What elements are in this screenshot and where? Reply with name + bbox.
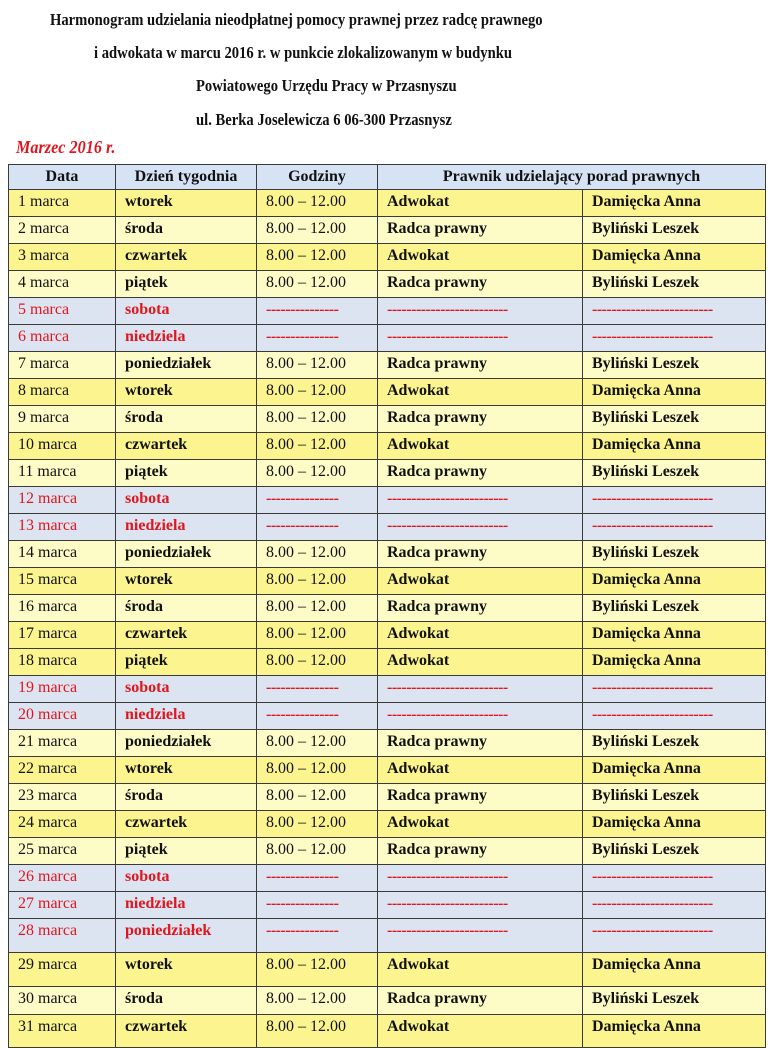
table-header-row — [9, 165, 766, 190]
table-row — [9, 838, 766, 865]
cell-lawyer-type: Radca prawny — [378, 595, 583, 622]
cell-lawyer-type: Adwokat — [378, 244, 583, 271]
cell-hours: 8.00 – 12.00 — [257, 244, 378, 271]
table-row — [9, 784, 766, 811]
table-row — [9, 919, 766, 953]
cell-lawyer-type: ------------------------- — [378, 514, 583, 541]
cell-lawyer-type: Adwokat — [378, 568, 583, 595]
cell-lawyer-name: Damięcka Anna — [583, 568, 766, 595]
cell-lawyer-type: Radca prawny — [378, 987, 583, 1015]
cell-date: 11 marca — [9, 460, 116, 487]
cell-date: 28 marca — [9, 919, 116, 953]
cell-weekday: poniedziałek — [116, 541, 257, 568]
cell-weekday: niedziela — [116, 892, 257, 919]
cell-hours: --------------- — [257, 487, 378, 514]
cell-weekday: czwartek — [116, 1015, 257, 1048]
cell-lawyer-type: ------------------------- — [378, 325, 583, 352]
cell-lawyer-type: Adwokat — [378, 622, 583, 649]
table-row — [9, 271, 766, 298]
table-row — [9, 487, 766, 514]
cell-hours: --------------- — [257, 676, 378, 703]
cell-lawyer-type: Radca prawny — [378, 541, 583, 568]
cell-hours: 8.00 – 12.00 — [257, 541, 378, 568]
table-row — [9, 217, 766, 244]
cell-date: 20 marca — [9, 703, 116, 730]
cell-weekday: piątek — [116, 649, 257, 676]
cell-lawyer-name: ------------------------- — [583, 325, 766, 352]
table-row — [9, 1015, 766, 1048]
month-label: Marzec 2016 r. — [16, 137, 116, 157]
title-line-3: Powiatowego Urzędu Pracy w Przasnyszu — [196, 76, 457, 95]
cell-lawyer-type: Adwokat — [378, 757, 583, 784]
cell-date: 14 marca — [9, 541, 116, 568]
table-row — [9, 892, 766, 919]
cell-hours: 8.00 – 12.00 — [257, 953, 378, 987]
cell-weekday: środa — [116, 784, 257, 811]
cell-hours: 8.00 – 12.00 — [257, 352, 378, 379]
cell-lawyer-name: Byliński Leszek — [583, 352, 766, 379]
table-row — [9, 568, 766, 595]
cell-date: 21 marca — [9, 730, 116, 757]
cell-hours: --------------- — [257, 703, 378, 730]
table-row — [9, 325, 766, 352]
cell-weekday: wtorek — [116, 568, 257, 595]
cell-lawyer-type: Adwokat — [378, 953, 583, 987]
cell-lawyer-name: Byliński Leszek — [583, 217, 766, 244]
cell-lawyer-name: Damięcka Anna — [583, 811, 766, 838]
cell-lawyer-type: Radca prawny — [378, 730, 583, 757]
cell-lawyer-type: ------------------------- — [378, 487, 583, 514]
cell-lawyer-name: Byliński Leszek — [583, 987, 766, 1015]
cell-lawyer-name: ------------------------- — [583, 865, 766, 892]
cell-weekday: niedziela — [116, 325, 257, 352]
cell-weekday: wtorek — [116, 953, 257, 987]
cell-weekday: czwartek — [116, 811, 257, 838]
cell-date: 15 marca — [9, 568, 116, 595]
cell-hours: --------------- — [257, 865, 378, 892]
cell-hours: --------------- — [257, 514, 378, 541]
cell-date: 9 marca — [9, 406, 116, 433]
cell-weekday: wtorek — [116, 379, 257, 406]
table-row — [9, 595, 766, 622]
cell-date: 6 marca — [9, 325, 116, 352]
cell-weekday: wtorek — [116, 757, 257, 784]
cell-weekday: środa — [116, 217, 257, 244]
table-row — [9, 190, 766, 217]
cell-lawyer-type: Adwokat — [378, 649, 583, 676]
cell-lawyer-name: Damięcka Anna — [583, 757, 766, 784]
cell-hours: 8.00 – 12.00 — [257, 190, 378, 217]
header-hours: Godziny — [257, 165, 378, 190]
cell-weekday: piątek — [116, 838, 257, 865]
cell-date: 17 marca — [9, 622, 116, 649]
schedule-table — [8, 164, 766, 1048]
cell-hours: --------------- — [257, 298, 378, 325]
table-row — [9, 514, 766, 541]
cell-date: 30 marca — [9, 987, 116, 1015]
cell-lawyer-type: Radca prawny — [378, 217, 583, 244]
cell-hours: 8.00 – 12.00 — [257, 379, 378, 406]
table-row — [9, 730, 766, 757]
cell-lawyer-type: ------------------------- — [378, 892, 583, 919]
cell-hours: 8.00 – 12.00 — [257, 838, 378, 865]
table-row — [9, 541, 766, 568]
cell-hours: 8.00 – 12.00 — [257, 757, 378, 784]
cell-lawyer-type: ------------------------- — [378, 676, 583, 703]
cell-weekday: piątek — [116, 271, 257, 298]
cell-date: 5 marca — [9, 298, 116, 325]
title-line-address: ul. Berka Joselewicza 6 06-300 Przasnysz — [196, 110, 452, 129]
cell-hours: 8.00 – 12.00 — [257, 433, 378, 460]
table-row — [9, 244, 766, 271]
cell-lawyer-type: Radca prawny — [378, 838, 583, 865]
cell-lawyer-name: Byliński Leszek — [583, 595, 766, 622]
cell-date: 3 marca — [9, 244, 116, 271]
table-row — [9, 953, 766, 987]
cell-weekday: niedziela — [116, 514, 257, 541]
cell-lawyer-name: Byliński Leszek — [583, 541, 766, 568]
table-row — [9, 298, 766, 325]
cell-lawyer-name: Damięcka Anna — [583, 622, 766, 649]
header-date: Data — [9, 165, 116, 190]
cell-date: 7 marca — [9, 352, 116, 379]
cell-lawyer-name: ------------------------- — [583, 703, 766, 730]
cell-weekday: niedziela — [116, 703, 257, 730]
cell-weekday: czwartek — [116, 622, 257, 649]
table-row — [9, 352, 766, 379]
cell-date: 27 marca — [9, 892, 116, 919]
table-row — [9, 379, 766, 406]
cell-lawyer-type: Adwokat — [378, 379, 583, 406]
cell-date: 29 marca — [9, 953, 116, 987]
cell-hours: 8.00 – 12.00 — [257, 217, 378, 244]
cell-weekday: poniedziałek — [116, 730, 257, 757]
header-lawyer: Prawnik udzielający porad prawnych — [378, 165, 766, 190]
table-row — [9, 649, 766, 676]
table-row — [9, 757, 766, 784]
cell-date: 16 marca — [9, 595, 116, 622]
cell-lawyer-name: Byliński Leszek — [583, 406, 766, 433]
cell-weekday: piątek — [116, 460, 257, 487]
table-row — [9, 676, 766, 703]
cell-lawyer-type: ------------------------- — [378, 865, 583, 892]
cell-hours: 8.00 – 12.00 — [257, 622, 378, 649]
cell-lawyer-type: Adwokat — [378, 190, 583, 217]
cell-date: 12 marca — [9, 487, 116, 514]
cell-lawyer-name: ------------------------- — [583, 919, 766, 953]
cell-lawyer-name: ------------------------- — [583, 514, 766, 541]
cell-date: 24 marca — [9, 811, 116, 838]
cell-hours: 8.00 – 12.00 — [257, 568, 378, 595]
cell-lawyer-type: Radca prawny — [378, 271, 583, 298]
cell-weekday: sobota — [116, 298, 257, 325]
table-row — [9, 865, 766, 892]
cell-lawyer-type: Radca prawny — [378, 352, 583, 379]
cell-lawyer-name: Damięcka Anna — [583, 1015, 766, 1048]
table-row — [9, 406, 766, 433]
cell-lawyer-name: Byliński Leszek — [583, 784, 766, 811]
cell-hours: --------------- — [257, 892, 378, 919]
table-row — [9, 987, 766, 1015]
cell-lawyer-name: Byliński Leszek — [583, 838, 766, 865]
cell-hours: 8.00 – 12.00 — [257, 271, 378, 298]
cell-date: 26 marca — [9, 865, 116, 892]
cell-date: 10 marca — [9, 433, 116, 460]
cell-hours: 8.00 – 12.00 — [257, 1015, 378, 1048]
cell-weekday: środa — [116, 987, 257, 1015]
cell-weekday: czwartek — [116, 244, 257, 271]
cell-lawyer-name: ------------------------- — [583, 487, 766, 514]
cell-hours: 8.00 – 12.00 — [257, 784, 378, 811]
cell-weekday: poniedziałek — [116, 352, 257, 379]
cell-date: 13 marca — [9, 514, 116, 541]
cell-lawyer-name: Damięcka Anna — [583, 379, 766, 406]
cell-date: 22 marca — [9, 757, 116, 784]
cell-weekday: sobota — [116, 865, 257, 892]
cell-lawyer-type: Adwokat — [378, 811, 583, 838]
cell-hours: 8.00 – 12.00 — [257, 730, 378, 757]
cell-weekday: sobota — [116, 676, 257, 703]
title-line-1: Harmonogram udzielania nieodpłatnej pomocy prawnej przez radcę prawnego — [50, 10, 543, 29]
cell-lawyer-type: Adwokat — [378, 433, 583, 460]
cell-lawyer-type: ------------------------- — [378, 298, 583, 325]
cell-hours: 8.00 – 12.00 — [257, 987, 378, 1015]
cell-lawyer-name: ------------------------- — [583, 676, 766, 703]
cell-lawyer-type: Radca prawny — [378, 406, 583, 433]
cell-weekday: sobota — [116, 487, 257, 514]
table-row — [9, 703, 766, 730]
cell-lawyer-name: Damięcka Anna — [583, 433, 766, 460]
table-row — [9, 460, 766, 487]
cell-lawyer-type: ------------------------- — [378, 703, 583, 730]
cell-date: 2 marca — [9, 217, 116, 244]
cell-lawyer-type: Radca prawny — [378, 784, 583, 811]
cell-lawyer-name: Byliński Leszek — [583, 460, 766, 487]
cell-date: 23 marca — [9, 784, 116, 811]
cell-hours: --------------- — [257, 325, 378, 352]
cell-lawyer-name: Byliński Leszek — [583, 730, 766, 757]
cell-lawyer-name: Damięcka Anna — [583, 649, 766, 676]
cell-hours: 8.00 – 12.00 — [257, 406, 378, 433]
cell-weekday: środa — [116, 406, 257, 433]
cell-date: 19 marca — [9, 676, 116, 703]
cell-lawyer-name: ------------------------- — [583, 892, 766, 919]
cell-date: 18 marca — [9, 649, 116, 676]
cell-date: 25 marca — [9, 838, 116, 865]
cell-hours: 8.00 – 12.00 — [257, 460, 378, 487]
cell-lawyer-name: Byliński Leszek — [583, 271, 766, 298]
cell-lawyer-type: Adwokat — [378, 1015, 583, 1048]
header-weekday: Dzień tygodnia — [116, 165, 257, 190]
cell-lawyer-type: ------------------------- — [378, 919, 583, 953]
cell-weekday: czwartek — [116, 433, 257, 460]
cell-lawyer-type: Radca prawny — [378, 460, 583, 487]
cell-weekday: środa — [116, 595, 257, 622]
cell-date: 4 marca — [9, 271, 116, 298]
cell-date: 31 marca — [9, 1015, 116, 1048]
cell-lawyer-name: ------------------------- — [583, 298, 766, 325]
cell-weekday: poniedziałek — [116, 919, 257, 953]
cell-hours: --------------- — [257, 919, 378, 953]
cell-hours: 8.00 – 12.00 — [257, 649, 378, 676]
table-row — [9, 433, 766, 460]
cell-date: 8 marca — [9, 379, 116, 406]
title-line-2: i adwokata w marcu 2016 r. w punkcie zlokalizowanym w budynku — [94, 43, 512, 62]
cell-weekday: wtorek — [116, 190, 257, 217]
table-row — [9, 622, 766, 649]
cell-hours: 8.00 – 12.00 — [257, 595, 378, 622]
cell-lawyer-name: Damięcka Anna — [583, 190, 766, 217]
cell-hours: 8.00 – 12.00 — [257, 811, 378, 838]
table-row — [9, 811, 766, 838]
cell-lawyer-name: Damięcka Anna — [583, 953, 766, 987]
cell-date: 1 marca — [9, 190, 116, 217]
cell-lawyer-name: Damięcka Anna — [583, 244, 766, 271]
